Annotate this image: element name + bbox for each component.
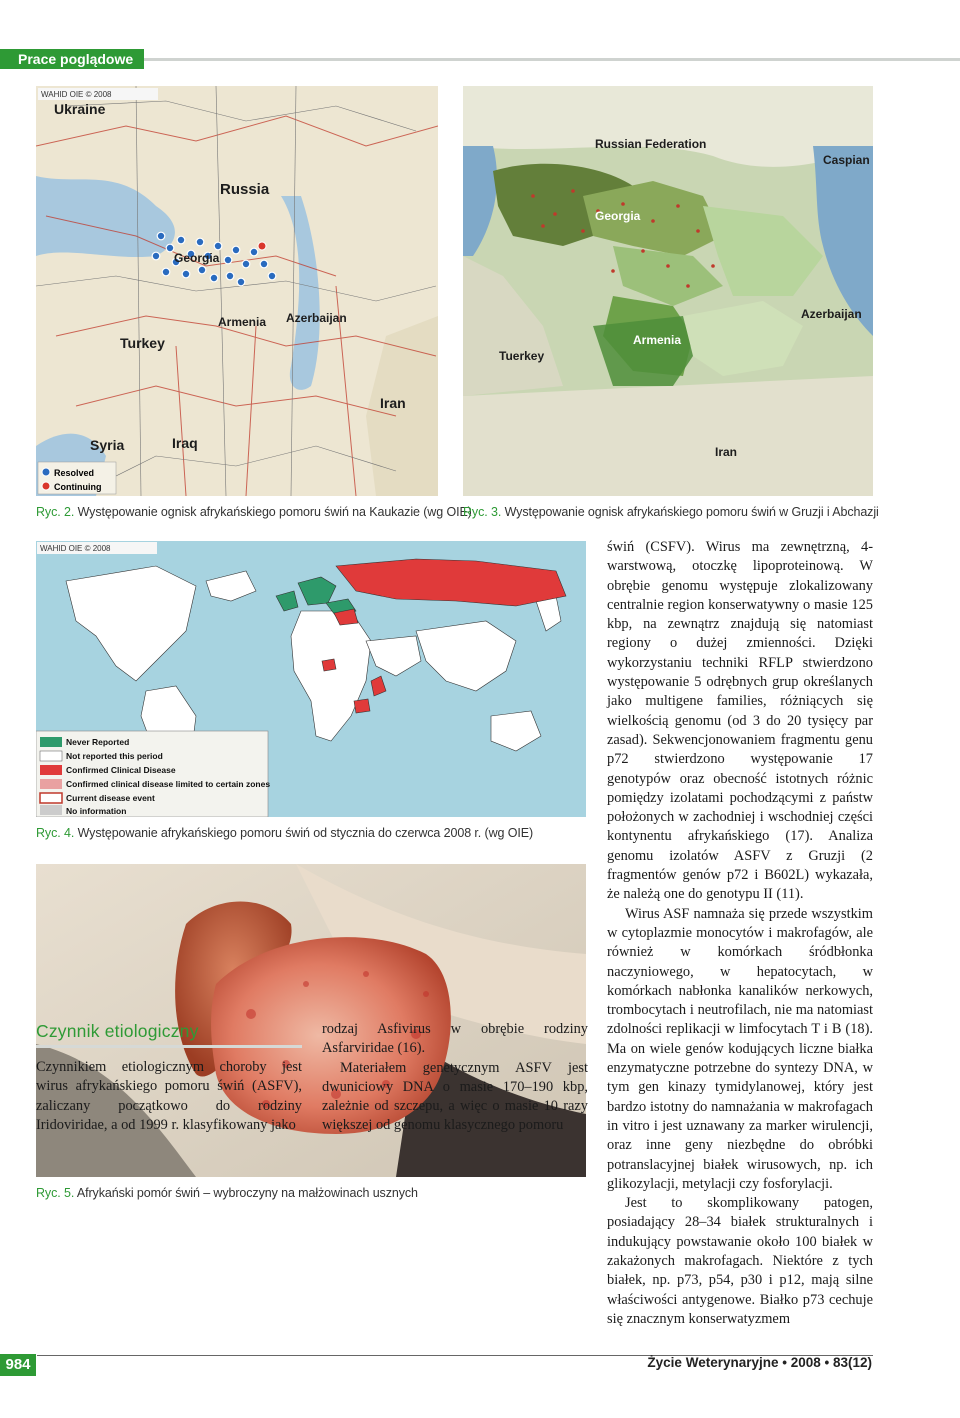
map-label-caspian: Caspian bbox=[823, 153, 870, 167]
legend-confirmed: Confirmed Clinical Disease bbox=[66, 765, 176, 775]
map-label-turkey: Turkey bbox=[120, 335, 165, 351]
map-label-iran: Iran bbox=[380, 395, 406, 411]
caption-fig3-label: Ryc. 3. bbox=[463, 505, 502, 519]
col2-paragraph-2: Materiałem genetycznym ASFV jest dwuniciowy DNA o masie 170–190 kbp, zależnie od szczepu, a więc o masie 10 razy większej od genomu klasycznego pomoru bbox=[322, 1059, 588, 1134]
legend-no-information-swatch bbox=[40, 805, 62, 815]
caption-fig4 bbox=[36, 826, 533, 840]
legend-never-reported: Never Reported bbox=[66, 737, 130, 747]
world-map-watermark: WAHID OIE © 2008 bbox=[40, 544, 111, 553]
map-label-russian-federation: Russian Federation bbox=[595, 137, 707, 151]
world-map-image bbox=[36, 541, 586, 817]
text-column-1 bbox=[36, 1058, 302, 1135]
map-label-georgia: Georgia bbox=[174, 251, 220, 265]
caucasus-map-image bbox=[36, 86, 438, 496]
figure-caucasus-map bbox=[36, 86, 438, 496]
legend-resolved-icon bbox=[42, 468, 50, 476]
col3-paragraph-3: Jest to skomplikowany patogen, posiadający 28–34 białek strukturalnych i indukujący powstawanie około 100 białek w zakażonych makrofagach. Niektóre z tych białek, np. p73, p54, p30 i p12, mają silne właściwości antygenowe. Białko p73 cechuje się znacznym konserwatyzmem bbox=[607, 1195, 873, 1327]
georgia-map-image bbox=[463, 86, 873, 496]
caption-fig5-text: Afrykański pomór świń – wybroczyny na małżowinach usznych bbox=[74, 1186, 418, 1200]
section-heading: Czynnik etiologiczny bbox=[36, 1021, 199, 1041]
legend-limited: Confirmed clinical disease limited to certain zones bbox=[66, 779, 271, 789]
caption-fig4-text: Występowanie afrykańskiego pomoru świń od stycznia do czerwca 2008 r. (wg OIE) bbox=[74, 826, 534, 840]
map-label-iran-2: Iran bbox=[715, 445, 738, 459]
map-label-armenia-2: Armenia bbox=[633, 333, 682, 347]
map-label-armenia: Armenia bbox=[218, 315, 267, 329]
journal-info: Życie Weterynaryjne • 2008 • 83(12) bbox=[647, 1355, 872, 1370]
text-column-2 bbox=[322, 1020, 588, 1136]
caption-fig5-label: Ryc. 5. bbox=[36, 1186, 75, 1200]
legend-not-reported: Not reported this period bbox=[66, 751, 163, 761]
figure-world-map bbox=[36, 541, 586, 817]
legend-continuing-icon bbox=[42, 482, 50, 490]
map-label-syria: Syria bbox=[90, 437, 125, 453]
caption-fig2-text: Występowanie ognisk afrykańskiego pomoru świń na Kaukazie (wg OIE) bbox=[74, 505, 472, 519]
legend-continuing: Continuing bbox=[54, 482, 102, 492]
caucasus-watermark: WAHID OIE © 2008 bbox=[41, 90, 112, 99]
text-column-3 bbox=[607, 538, 873, 1329]
col3-paragraph-1: świń (CSFV). Wirus ma zewnętrzną, 4-warstwową, otoczkę lipoproteinową. W obrębie genomu występuje zlokalizowany centralnie region konserwatywny o masie 125 kbp, na zewnątrz znajdują się natomiast regiony o dużej zmienności. Dzięki wykorzystaniu techniki RFLP stwierdzono występowanie 5 odrębnych grup określanych jako multigene families, różniących się wielkością genomu (od 3 do 20 tysięcy par zasad). Sekwencjonowaniem fragmentu genu p72 stwierdzono występowanie 17 genotypów oraz obecność istotnych różnic pomiędzy izolatami pochodzącymi z państw położonych w zachodniej i wschodniej części kontynentu afrykańskiego (17). Analiza genomu izolatów ASFV z Gruzji (2 fragmentów genów p72 i B602L) wykazała, że należą one do genotypu II (11). bbox=[607, 539, 873, 903]
page-number: 984 bbox=[0, 1354, 36, 1376]
legend-current-event-swatch bbox=[40, 793, 62, 803]
caption-fig2-label: Ryc. 2. bbox=[36, 505, 75, 519]
col1-paragraph-1: Czynnikiem etiologicznym choroby jest wirus afrykańskiego pomoru świń (ASFV), zaliczany początkowo do rodziny Iridoviridae, a od 1999 r. klasyfikowany jako bbox=[36, 1059, 302, 1133]
legend-no-information: No information bbox=[66, 806, 127, 816]
map-label-azerbaijan: Azerbaijan bbox=[286, 311, 347, 325]
legend-never-reported-swatch bbox=[40, 737, 62, 747]
caption-fig3 bbox=[463, 505, 879, 519]
map-label-georgia-2: Georgia bbox=[595, 209, 641, 223]
legend-limited-swatch bbox=[40, 779, 62, 789]
map-label-azerbaijan-2: Azerbaijan bbox=[801, 307, 862, 321]
map-label-russia: Russia bbox=[220, 181, 270, 198]
legend-not-reported-swatch bbox=[40, 751, 62, 761]
legend-current-event: Current disease event bbox=[66, 793, 155, 803]
map-label-iraq: Iraq bbox=[172, 435, 198, 451]
map-label-ukraine: Ukraine bbox=[54, 101, 106, 117]
map-label-tuerkey: Tuerkey bbox=[499, 349, 545, 363]
section-rule bbox=[144, 58, 960, 61]
caption-fig4-label: Ryc. 4. bbox=[36, 826, 75, 840]
figure-georgia-map bbox=[463, 86, 873, 496]
col2-paragraph-1: rodzaj Asfivirus w obrębie rodziny Asfarviridae (16). bbox=[322, 1021, 588, 1057]
legend-confirmed-swatch bbox=[40, 765, 62, 775]
col3-paragraph-2: Wirus ASF namnaża się przede wszystkim w cytoplazmie monocytów i makrofagów, ale również w komórkach śródbłonka naczyniowego, w hepatocytach, w komórkach nabłonka kanalików nerkowych, trombocytach i neutrofilach, nie ma natomiast zdolności replikacji w limfocytach T i B (18). Ma on wiele genów kodujących liczne białka enzymatyczne potrzebne do syntezy DNA, w tym gen kinazy tymidylanowej, który jest bardzo istotny do namnażania w makrofagach in vitro i jest uznawany za marker wirulencji, oraz inne geny niezbędne do obróbki potranslacyjnej białek wirusowych, np. ich glikozylacji, metylacji czy fosforylacji. bbox=[607, 905, 873, 1192]
caption-fig5 bbox=[36, 1186, 418, 1200]
legend-resolved: Resolved bbox=[54, 468, 95, 478]
heading-rule bbox=[36, 1045, 302, 1048]
caption-fig3-text: Występowanie ognisk afrykańskiego pomoru świń w Gruzji i Abchazji bbox=[501, 505, 879, 519]
caption-fig2 bbox=[36, 505, 472, 519]
section-tag: Prace poglądowe bbox=[0, 49, 144, 69]
